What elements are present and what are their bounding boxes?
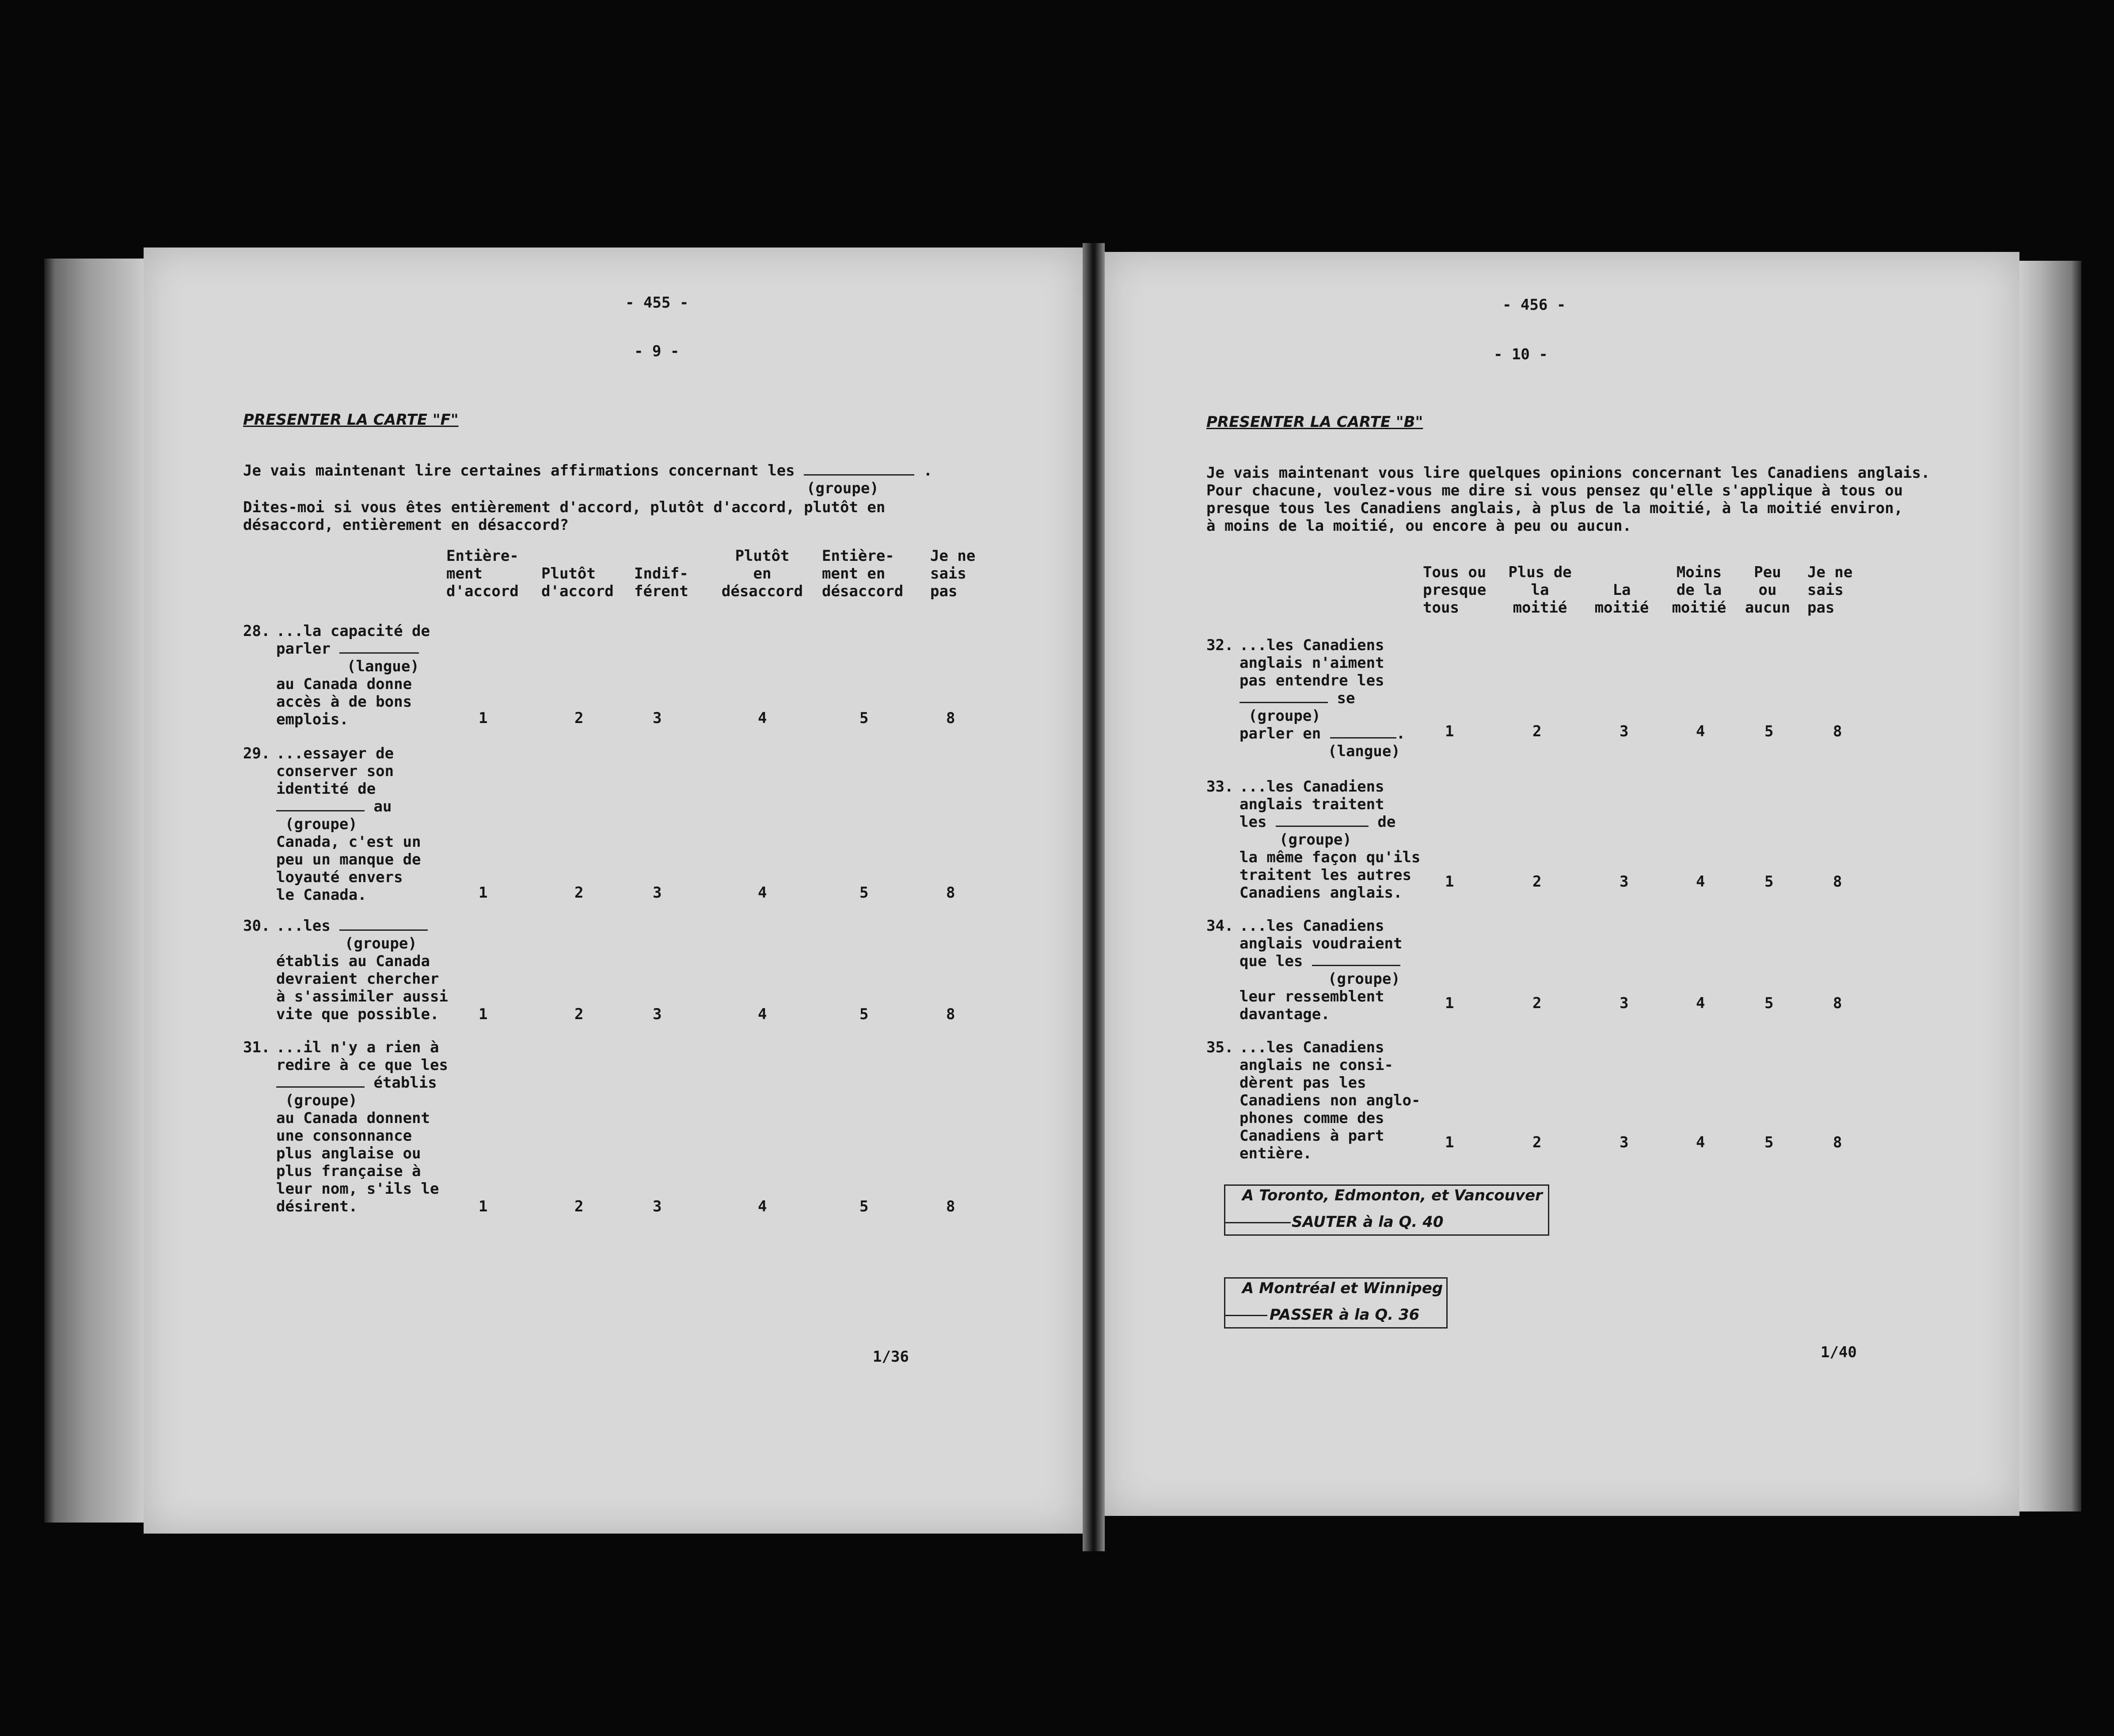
- code-cell: 1: [479, 1198, 488, 1215]
- code-cell: 3: [653, 1005, 662, 1023]
- code-cell: 5: [1764, 873, 1774, 891]
- code-cell: 1: [1445, 994, 1454, 1012]
- question-number: 32.: [1206, 636, 1234, 654]
- folio-number: - 456 -: [1502, 296, 1566, 314]
- routing-cities: A Montréal et Winnipeg: [1242, 1279, 1443, 1297]
- routing-cities: A Toronto, Edmonton, et Vancouver: [1242, 1187, 1543, 1204]
- column-header: Entière- ment en désaccord: [822, 547, 904, 600]
- code-cell: 8: [1833, 873, 1842, 891]
- code-cell: 5: [1764, 994, 1774, 1012]
- question-text: ...les Canadiens anglais traitent les de (groupe) la même façon qu'ils traitent les autres Canadiens anglais.: [1240, 778, 1421, 902]
- question-text: ...les Canadiens anglais n'aiment pas entendre les se (groupe) parler en . (langue): [1240, 636, 1406, 760]
- code-cell: 4: [1696, 873, 1705, 891]
- column-header: Plus de la moitié: [1508, 563, 1572, 617]
- column-header: Moins de la moitié: [1672, 563, 1726, 617]
- right-page: [1105, 252, 2019, 1516]
- column-header: La moitié: [1594, 581, 1649, 617]
- groupe-label: (groupe): [806, 480, 879, 497]
- question-number: 28.: [243, 622, 270, 640]
- code-cell: 5: [859, 709, 869, 727]
- question-number: 33.: [1206, 778, 1234, 796]
- question-number: 31.: [243, 1039, 270, 1056]
- column-header: Je ne sais pas: [930, 547, 976, 600]
- column-header: Entière- ment d'accord: [446, 547, 519, 600]
- question-text: ...la capacité de parler (langue) au Canada donne accès à de bons emplois.: [276, 622, 430, 728]
- right-page-stack-edge: [2013, 261, 2081, 1511]
- code-cell: 3: [1620, 994, 1629, 1012]
- question-text: ...il n'y a rien à redire à ce que les établis (groupe) au Canada donnent une consonnance plus anglaise ou plus française à leur nom, s'ils le désirent.: [276, 1039, 448, 1215]
- code-cell: 4: [1696, 723, 1705, 740]
- code-cell: 8: [1833, 994, 1842, 1012]
- left-page-stack-edge: [44, 259, 150, 1523]
- column-header: Je ne sais pas: [1807, 563, 1853, 617]
- code-cell: 4: [758, 1198, 767, 1215]
- code-cell: 2: [574, 1005, 584, 1023]
- code-cell: 4: [1696, 1134, 1705, 1151]
- code-cell: 4: [758, 1005, 767, 1023]
- code-cell: 2: [574, 709, 584, 727]
- code-cell: 5: [859, 1005, 869, 1023]
- routing-box-toronto: [1224, 1184, 1549, 1236]
- question-text: ...essayer de conserver son identité de au (groupe) Canada, c'est un peu un manque de loyauté envers le Canada.: [276, 745, 421, 904]
- question-number: 30.: [243, 917, 270, 935]
- routing-action: PASSER à la Q. 36: [1270, 1306, 1420, 1324]
- page-number: - 9 -: [634, 343, 680, 360]
- column-header: Plutôt d'accord: [541, 565, 614, 600]
- routing-box-montreal: [1224, 1277, 1448, 1329]
- page-number: - 10 -: [1494, 346, 1548, 363]
- routing-arrow-icon: [1225, 1222, 1291, 1223]
- code-cell: 5: [859, 1198, 869, 1215]
- code-cell: 3: [1620, 723, 1629, 740]
- code-cell: 5: [1764, 1134, 1774, 1151]
- routing-action: SAUTER à la Q. 40: [1292, 1213, 1444, 1231]
- routing-arrow-icon: [1225, 1315, 1267, 1316]
- code-cell: 8: [1833, 1134, 1842, 1151]
- code-cell: 1: [479, 884, 488, 902]
- code-cell: 8: [946, 884, 955, 902]
- code-cell: 3: [1620, 1134, 1629, 1151]
- folio-number: - 455 -: [625, 294, 689, 312]
- card-instruction: PRESENTER LA CARTE "B": [1206, 413, 1423, 431]
- question-number: 34.: [1206, 917, 1234, 935]
- code-cell: 1: [479, 1005, 488, 1023]
- book-gutter: [1083, 243, 1105, 1551]
- code-cell: 4: [758, 709, 767, 727]
- code-cell: 2: [1532, 873, 1542, 891]
- code-cell: 8: [1833, 723, 1842, 740]
- code-cell: 5: [859, 884, 869, 902]
- question-number: 29.: [243, 745, 270, 762]
- code-cell: 8: [946, 1005, 955, 1023]
- code-cell: 8: [946, 1198, 955, 1215]
- code-cell: 3: [653, 884, 662, 902]
- column-header: Tous ou presque tous: [1423, 563, 1487, 617]
- intro-line: Dites-moi si vous êtes entièrement d'accord, plutôt d'accord, plutôt en: [243, 499, 886, 516]
- card-instruction: PRESENTER LA CARTE "F": [243, 411, 459, 429]
- code-cell: 4: [758, 884, 767, 902]
- code-cell: 1: [1445, 1134, 1454, 1151]
- code-cell: 2: [1532, 994, 1542, 1012]
- intro-paragraph: Je vais maintenant vous lire quelques opinions concernant les Canadiens anglais. Pour chacune, voulez-vous me dire si vous pensez qu'elle s'applique à tous ou presque tous les Canadiens anglais, à plus de la moitié, à la moitié environ, à moins de la moitié, ou encore à peu ou aucun.: [1206, 464, 1930, 535]
- intro-line: désaccord, entièrement en désaccord?: [243, 516, 569, 534]
- question-text: ...les (groupe) établis au Canada devraient chercher à s'assimiler aussi vite que possible.: [276, 917, 448, 1023]
- book-spread: [44, 243, 2081, 1551]
- code-cell: 3: [1620, 873, 1629, 891]
- intro-line: Je vais maintenant lire certaines affirmations concernant les .: [243, 462, 933, 480]
- column-header: Plutôt en désaccord: [721, 547, 803, 600]
- code-cell: 2: [574, 1198, 584, 1215]
- code-cell: 5: [1764, 723, 1774, 740]
- code-cell: 8: [946, 709, 955, 727]
- code-cell: 2: [1532, 723, 1542, 740]
- code-cell: 4: [1696, 994, 1705, 1012]
- code-cell: 2: [574, 884, 584, 902]
- column-header: Peu ou aucun: [1745, 563, 1791, 617]
- code-cell: 1: [479, 709, 488, 727]
- code-cell: 3: [653, 1198, 662, 1215]
- code-cell: 1: [1445, 873, 1454, 891]
- page-footer-code: 1/36: [873, 1348, 909, 1366]
- page-footer-code: 1/40: [1821, 1344, 1857, 1361]
- column-header: Indif- férent: [634, 565, 688, 600]
- code-cell: 3: [653, 709, 662, 727]
- code-cell: 2: [1532, 1134, 1542, 1151]
- code-cell: 1: [1445, 723, 1454, 740]
- question-text: ...les Canadiens anglais ne consi- dèrent pas les Canadiens non anglo- phones comme des Canadiens à part entière.: [1240, 1039, 1421, 1162]
- question-text: ...les Canadiens anglais voudraient que les (groupe) leur ressemblent davantage.: [1240, 917, 1403, 1023]
- left-page: [144, 247, 1083, 1534]
- question-number: 35.: [1206, 1039, 1234, 1056]
